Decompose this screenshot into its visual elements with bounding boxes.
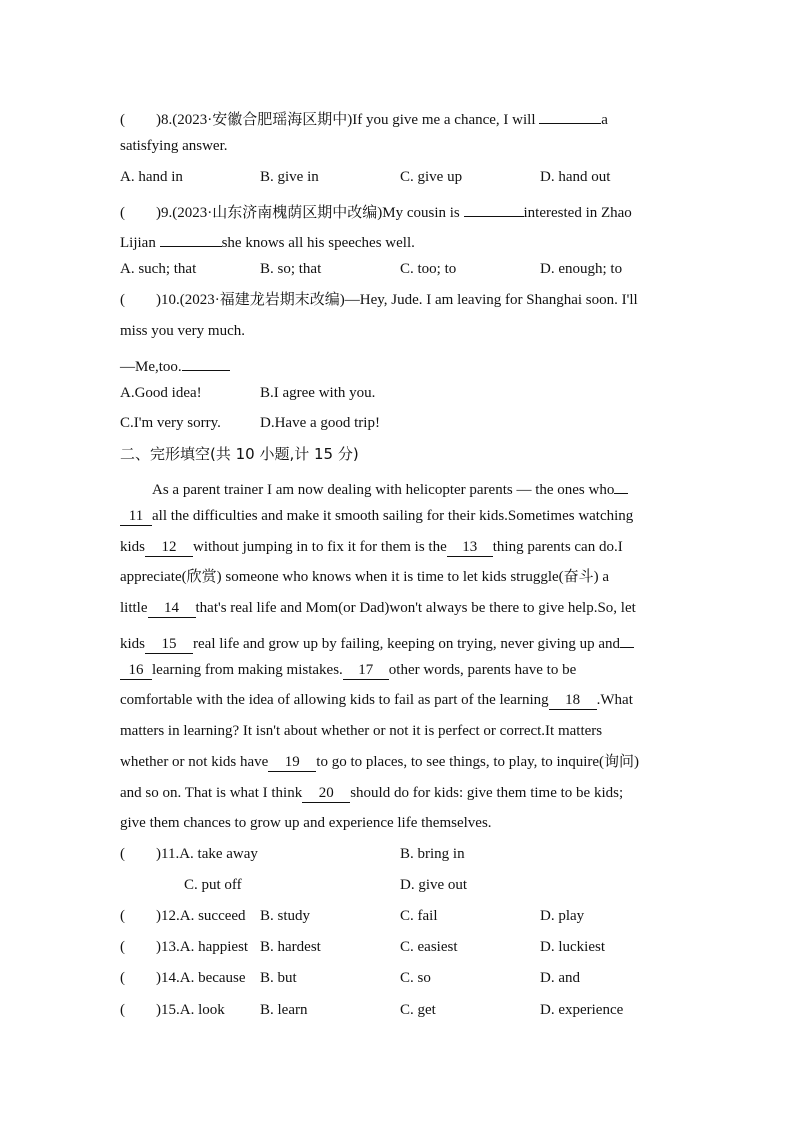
option-c: C. so	[400, 970, 431, 986]
answer-blank[interactable]	[160, 228, 222, 247]
option-a: A.Good idea!	[120, 385, 202, 401]
answer-paren: (	[120, 292, 125, 308]
option-b: B. but	[260, 970, 297, 986]
answer-paren: (	[120, 1002, 125, 1018]
option-d: D. give out	[400, 877, 468, 893]
passage-line: kids 15 real life and grow up by failing, keeping on trying, never giving up and	[120, 629, 680, 654]
blank-17[interactable]: 17	[343, 661, 389, 680]
question-10-stem-cont: miss you very much.	[120, 323, 245, 339]
question-10-stem: ( )10.(2023·福建龙岩期末改编)—Hey, Jude. I am leaving for Shanghai soon. I'll	[120, 292, 638, 308]
option-c: C. fail	[400, 908, 438, 924]
answer-paren: (	[120, 112, 125, 128]
option-d: D. experience	[540, 1002, 624, 1018]
option-b: B. learn	[260, 1002, 308, 1018]
question-9-stem-cont: Lijian she knows all his speeches well.	[120, 228, 680, 253]
question-source: (2023·福建龙岩期末改编)	[179, 292, 345, 308]
option-a: A. happiest	[179, 939, 249, 955]
option-b: B. so; that	[260, 261, 322, 277]
blank-16-lead	[620, 629, 634, 648]
option-c: C. give up	[400, 169, 463, 185]
answer-blank[interactable]	[464, 198, 524, 217]
answer-paren: (	[120, 846, 125, 862]
question-9-stem: ( )9.(2023·山东济南槐荫区期中改编)My cousin is interested in Zhao	[120, 198, 680, 223]
question-14: ( )14.A. because B. but C. so D. and	[120, 970, 580, 986]
answer-paren: (	[120, 908, 125, 924]
option-d: D. luckiest	[540, 939, 605, 955]
option-b: B. bring in	[400, 846, 465, 862]
blank-16[interactable]: 16	[120, 661, 152, 680]
option-c: C. put off	[184, 877, 242, 893]
option-b: B. hardest	[260, 939, 321, 955]
answer-paren: (	[120, 970, 125, 986]
question-source: (2023·安徽合肥瑶海区期中)	[172, 112, 353, 128]
blank-19[interactable]: 19	[268, 753, 316, 772]
option-d: D. and	[540, 970, 580, 986]
option-c: C. get	[400, 1002, 436, 1018]
blank-15[interactable]: 15	[145, 635, 193, 654]
question-12: ( )12.A. succeed B. study C. fail D. play	[120, 908, 585, 924]
passage-line: As a parent trainer I am now dealing with helicopter parents — the ones who	[152, 475, 672, 500]
blank-18[interactable]: 18	[549, 691, 597, 710]
passage-line: and so on. That is what I think 20 should do for kids: give them time to be kids;	[120, 785, 624, 801]
blank-14[interactable]: 14	[148, 599, 196, 618]
passage-line: 11 all the difficulties and make it smooth sailing for their kids.Sometimes watching	[120, 506, 680, 526]
passage-line: little 14 that's real life and Mom(or Dad)won't always be there to give help.So, let	[120, 600, 636, 616]
question-15: ( )15.A. look B. learn C. get D. experience	[120, 1002, 624, 1018]
blank-11-lead	[614, 475, 628, 494]
option-d: D.Have a good trip!	[260, 415, 380, 431]
option-b: B. study	[260, 908, 311, 924]
passage-line: give them chances to grow up and experience life themselves.	[120, 815, 492, 831]
option-c: C. easiest	[400, 939, 458, 955]
section-heading: 二、完形填空(共 10 小题,计 15 分)	[120, 445, 359, 463]
passage-line: matters in learning? It isn't about whether or not it is perfect or correct.It matters	[120, 723, 603, 739]
option-a: A. such; that	[120, 261, 197, 277]
blank-20[interactable]: 20	[302, 784, 350, 803]
option-b: B.I agree with you.	[260, 385, 376, 401]
answer-blank[interactable]	[182, 352, 230, 371]
passage-line: whether or not kids have 19 to go to places, to see things, to play, to inquire(询问)	[120, 754, 640, 770]
answer-paren: (	[120, 205, 125, 221]
question-8-stem-cont: satisfying answer.	[120, 138, 228, 154]
option-c: C.I'm very sorry.	[120, 415, 221, 431]
passage-line: 16 learning from making mistakes. 17 other words, parents have to be	[120, 660, 680, 680]
question-8-stem: ( )8.(2023·安徽合肥瑶海区期中)If you give me a chance, I will a	[120, 105, 680, 130]
option-d: D. enough; to	[540, 261, 623, 277]
passage-line: kids 12 without jumping in to fix it for them is the 13 thing parents can do.I	[120, 539, 623, 555]
option-a: A. take away	[179, 846, 258, 862]
passage-line: appreciate(欣赏) someone who knows when it is time to let kids struggle(奋斗) a	[120, 569, 610, 585]
option-a: A. succeed	[179, 908, 246, 924]
blank-12[interactable]: 12	[145, 538, 193, 557]
blank-13[interactable]: 13	[447, 538, 493, 557]
question-10-reply: —Me,too.	[120, 352, 680, 377]
answer-paren: (	[120, 939, 125, 955]
passage-line: comfortable with the idea of allowing kids to fail as part of the learning 18 .What	[120, 692, 633, 708]
option-a: A. hand in	[120, 169, 183, 185]
option-b: B. give in	[260, 169, 319, 185]
answer-blank[interactable]	[539, 105, 601, 124]
option-d: D. hand out	[540, 169, 611, 185]
question-13: ( )13.A. happiest B. hardest C. easiest D. luckiest	[120, 939, 605, 955]
blank-11[interactable]: 11	[120, 507, 152, 526]
option-d: D. play	[540, 908, 585, 924]
option-a: A. because	[179, 970, 246, 986]
option-c: C. too; to	[400, 261, 457, 277]
question-source: (2023·山东济南槐荫区期中改编)	[172, 205, 383, 221]
question-11: ( )11.A. take away B. bring in	[120, 846, 465, 862]
option-a: A. look	[179, 1002, 225, 1018]
